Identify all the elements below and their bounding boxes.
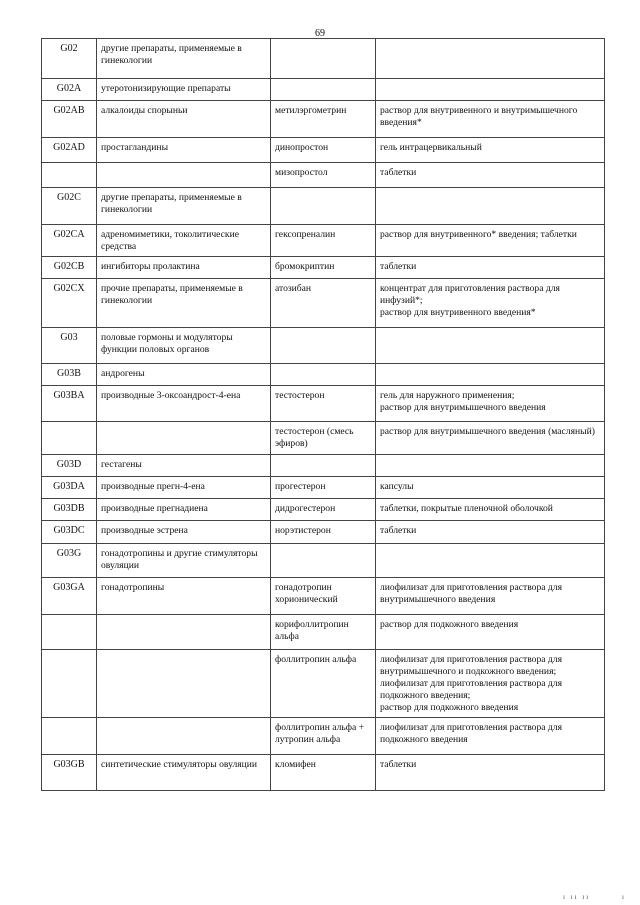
cell-name — [97, 615, 271, 650]
table-row — [42, 328, 605, 364]
cell-drug: гексопреналин — [271, 225, 376, 257]
cell-code: G03B — [42, 364, 97, 386]
cell-name: андрогены — [97, 364, 271, 386]
cell-code — [42, 163, 97, 188]
drug-classification-table — [41, 38, 605, 791]
cell-name: утеротонизирующие препараты — [97, 79, 271, 101]
cell-name: гестагены — [97, 455, 271, 477]
table-row — [42, 79, 605, 101]
table-row — [42, 386, 605, 422]
cell-form: гель интрацервикальный — [376, 138, 605, 163]
cell-code: G03D — [42, 455, 97, 477]
cell-name: синтетические стимуляторы овуляции — [97, 755, 271, 791]
cell-code: G03DB — [42, 499, 97, 521]
cell-drug: тестостерон — [271, 386, 376, 422]
table-row — [42, 188, 605, 225]
cell-code: G03GA — [42, 578, 97, 615]
table-row — [42, 521, 605, 544]
cell-name: ингибиторы пролактина — [97, 257, 271, 279]
table-row — [42, 163, 605, 188]
table-row — [42, 755, 605, 791]
cell-name — [97, 163, 271, 188]
cell-code — [42, 422, 97, 455]
table-row — [42, 364, 605, 386]
table-row — [42, 578, 605, 615]
table-row — [42, 279, 605, 328]
table-row — [42, 257, 605, 279]
table-row — [42, 718, 605, 755]
cell-form: таблетки — [376, 257, 605, 279]
cell-drug: кломифен — [271, 755, 376, 791]
cell-drug — [271, 188, 376, 225]
cell-form: таблетки — [376, 521, 605, 544]
cell-name: гонадотропины и другие стимуляторы овуляции — [97, 544, 271, 578]
cell-code — [42, 650, 97, 718]
cell-code: G03BA — [42, 386, 97, 422]
cell-form — [376, 364, 605, 386]
cell-form — [376, 455, 605, 477]
cell-drug: корифоллитропин альфа — [271, 615, 376, 650]
cell-name: производные прегнадиена — [97, 499, 271, 521]
cell-form: раствор для внутримышечного введения (масляный) — [376, 422, 605, 455]
cell-code: G03DA — [42, 477, 97, 499]
page-number: 69 — [315, 28, 325, 39]
cell-code: G02 — [42, 39, 97, 79]
cell-form: лиофилизат для приготовления раствора для внутримышечного и подкожного введения; лиофилизат для приготовления раствора для подкожного введения; раствор для подкожного введения — [376, 650, 605, 718]
cell-name: производные прегн-4-ена — [97, 477, 271, 499]
table-row — [42, 477, 605, 499]
cell-name — [97, 718, 271, 755]
cell-drug: фоллитропин альфа — [271, 650, 376, 718]
cell-form — [376, 544, 605, 578]
table-row — [42, 455, 605, 477]
cell-name: производные эстрена — [97, 521, 271, 544]
cell-form — [376, 188, 605, 225]
cell-code — [42, 615, 97, 650]
cell-code: G03GB — [42, 755, 97, 791]
cell-name — [97, 422, 271, 455]
cell-drug: метилэргометрин — [271, 101, 376, 138]
cell-code: G02AD — [42, 138, 97, 163]
cell-code: G02AB — [42, 101, 97, 138]
cell-code: G02A — [42, 79, 97, 101]
cell-drug — [271, 544, 376, 578]
table-row — [42, 39, 605, 79]
cell-form: концентрат для приготовления раствора для инфузий*; раствор для внутривенного введения* — [376, 279, 605, 328]
cell-form: раствор для подкожного введения — [376, 615, 605, 650]
cell-code: G02CA — [42, 225, 97, 257]
cell-drug: мизопростол — [271, 163, 376, 188]
scan-mark: ı ıı ıı — [563, 893, 591, 901]
cell-form: гель для наружного применения; раствор для внутримышечного введения — [376, 386, 605, 422]
cell-form: раствор для внутривенного и внутримышечного введения* — [376, 101, 605, 138]
cell-drug — [271, 39, 376, 79]
cell-drug — [271, 455, 376, 477]
scan-mark-right: ı — [622, 893, 624, 901]
cell-drug — [271, 328, 376, 364]
cell-drug: гонадотропин хорионический — [271, 578, 376, 615]
cell-code: G03G — [42, 544, 97, 578]
cell-name: половые гормоны и модуляторы функции половых органов — [97, 328, 271, 364]
cell-name: другие препараты, применяемые в гинекологии — [97, 188, 271, 225]
cell-code — [42, 718, 97, 755]
cell-form: раствор для внутривенного* введения; таблетки — [376, 225, 605, 257]
cell-drug: фоллитропин альфа + лутропин альфа — [271, 718, 376, 755]
cell-name: прочие препараты, применяемые в гинекологии — [97, 279, 271, 328]
cell-form: капсулы — [376, 477, 605, 499]
cell-code: G03DC — [42, 521, 97, 544]
cell-form: лиофилизат для приготовления раствора для подкожного введения — [376, 718, 605, 755]
cell-form — [376, 79, 605, 101]
table-row — [42, 544, 605, 578]
table-row — [42, 615, 605, 650]
cell-drug: атозибан — [271, 279, 376, 328]
cell-drug — [271, 79, 376, 101]
cell-form: таблетки — [376, 755, 605, 791]
cell-form — [376, 39, 605, 79]
table-row — [42, 499, 605, 521]
cell-form: таблетки — [376, 163, 605, 188]
cell-drug: дидрогестерон — [271, 499, 376, 521]
cell-name: алкалоиды спорыньи — [97, 101, 271, 138]
cell-name: производные 3-оксоандрост-4-ена — [97, 386, 271, 422]
cell-name: гонадотропины — [97, 578, 271, 615]
cell-form — [376, 328, 605, 364]
table-row — [42, 138, 605, 163]
table-row — [42, 225, 605, 257]
table-row — [42, 101, 605, 138]
cell-name: простагландины — [97, 138, 271, 163]
cell-drug: бромокриптин — [271, 257, 376, 279]
table-row — [42, 650, 605, 718]
cell-code: G02CX — [42, 279, 97, 328]
cell-code: G02CB — [42, 257, 97, 279]
cell-form: лиофилизат для приготовления раствора для внутримышечного введения — [376, 578, 605, 615]
cell-drug — [271, 364, 376, 386]
cell-code: G02C — [42, 188, 97, 225]
cell-drug: прогестерон — [271, 477, 376, 499]
cell-drug: норэтистерон — [271, 521, 376, 544]
cell-drug: динопростон — [271, 138, 376, 163]
cell-name: другие препараты, применяемые в гинекологии — [97, 39, 271, 79]
cell-code: G03 — [42, 328, 97, 364]
cell-form: таблетки, покрытые пленочной оболочкой — [376, 499, 605, 521]
cell-name: адреномиметики, токолитические средства — [97, 225, 271, 257]
table-row — [42, 422, 605, 455]
cell-name — [97, 650, 271, 718]
cell-drug: тестостерон (смесь эфиров) — [271, 422, 376, 455]
